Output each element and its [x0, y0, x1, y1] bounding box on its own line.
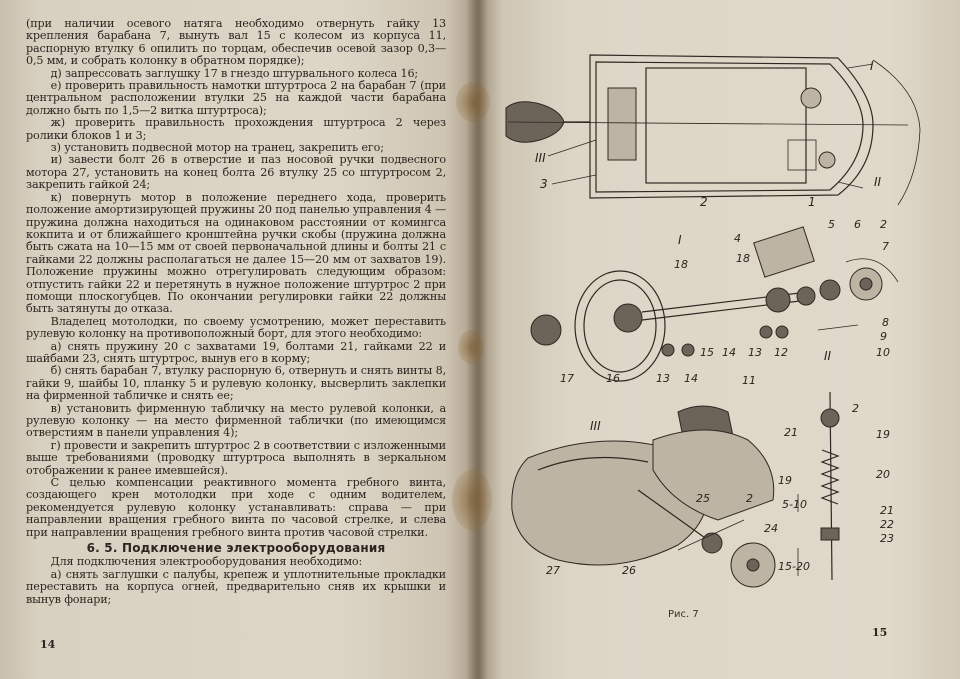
figure-label: 9 — [880, 330, 887, 343]
figure-label: 7 — [882, 240, 889, 253]
spring-assembly-view — [798, 392, 839, 580]
paragraph: з) установить подвесной мотор на транец, закрепить его; — [50, 141, 384, 155]
figure-label: 18 — [736, 252, 750, 265]
paragraph: а) снять пружину 20 с захватами 19, болтами 21, гайками 22 и шайбами 23, снять штуртрос, вынув его в корму; — [26, 339, 446, 365]
motor-handle-view — [512, 406, 775, 587]
figure-label: 25 — [696, 492, 710, 505]
figure-label: 22 — [880, 518, 894, 531]
figure-label: 26 — [622, 564, 636, 577]
boat-plan-view — [506, 55, 920, 205]
figure-label: 19 — [778, 474, 792, 487]
figure-label: I — [678, 233, 682, 247]
figure-label: 24 — [764, 522, 778, 535]
technical-drawing — [478, 0, 960, 600]
figure-label: 5-10 — [782, 498, 807, 511]
figure-label: 15 — [700, 346, 714, 359]
figure-label: 2 — [700, 195, 708, 209]
page-number-right: 15 — [872, 626, 888, 639]
figure-label: II — [874, 175, 882, 189]
figure-label: I — [870, 59, 874, 73]
paragraph: д) запрессовать заглушку 17 в гнездо штурвального колеса 16; — [50, 66, 419, 80]
figure-label: 27 — [546, 564, 560, 577]
figure-label: 2 — [880, 218, 887, 231]
figure-label: 21 — [880, 504, 894, 517]
paragraph: г) провести и закрепить штуртрос 2 в соответствии с изложенными выше требованиями (проводку штуртроса выполнять в зеркальном отображении к ранее имевшейся). — [26, 438, 446, 477]
figure-label: III — [535, 151, 546, 165]
paragraph: а) снять заглушки с палубы, крепеж и уплотнительные прокладки переставить на корпуса огней, предварительно сняв их крышки и вынув фонари; — [26, 567, 446, 606]
figure-label: II — [824, 349, 832, 363]
figure-label: III — [590, 419, 601, 433]
figure-label: 5 — [828, 218, 835, 231]
steering-column-view — [531, 227, 898, 381]
figure-label: 20 — [876, 468, 890, 481]
paragraph: С целью компенсации реактивного момента гребного винта, создающего крен мотолодки при ходе с одним водителем, рекомендуется рулевую колонку устанавливать: справа — при направлении вращения гребного винта по часовой стрелке, и слева при направлении вращения гребного винта против часовой стрелки. — [26, 476, 446, 539]
figure-label: 1 — [808, 195, 816, 209]
left-page-text — [26, 18, 446, 606]
section-heading: 6. 5. Подключение электрооборудования — [86, 541, 386, 556]
paragraph: б) снять барабан 7, втулку распорную 6, отвернуть и снять винты 8, гайки 9, шайбы 10, планку 5 и рулевую колонку, высверлить заклепки на фирменной табличке и снять ее; — [26, 364, 446, 403]
figure-label: 18 — [674, 258, 688, 271]
figure-label: 2 — [746, 492, 753, 505]
figure-label: 2 — [852, 402, 859, 415]
left-page — [0, 0, 478, 679]
figure-label: 14 — [722, 346, 736, 359]
figure-caption: Рис. 7 — [668, 609, 699, 620]
figure-label: 11 — [742, 374, 756, 387]
figure-label: 8 — [882, 316, 889, 329]
paragraph: ж) проверить правильность прохождения штуртроса 2 через ролики блоков 1 и 3; — [26, 116, 446, 142]
figure-label: 15-20 — [778, 560, 810, 573]
figure-label: 3 — [540, 177, 548, 191]
figure-label: 4 — [734, 232, 741, 245]
figure-label: 17 — [560, 372, 574, 385]
paragraph: Владелец мотолодки, по своему усмотрению, может переставить рулевую колонку на противоположный борт, для этого необходимо: — [26, 314, 446, 341]
figure-label: 10 — [876, 346, 890, 359]
figure-label: 12 — [774, 346, 788, 359]
figure-label: 21 — [784, 426, 798, 439]
paragraph: и) завести болт 26 в отверстие и паз носовой ручки подвесного мотора 27, установить на конец болта 26 втулку 25 со штуртросом 2, закрепить гайкой 24; — [26, 153, 446, 192]
figure-label: 6 — [854, 218, 861, 231]
paragraph: к) повернуть мотор в положение переднего хода, проверить положение амортизирующей пружины 20 под панелью управления 4 — пружина должна находиться на одинаковом расстоянии от комингса кокпита и от ближайшего кронштейна ручки скобы (пружина должна быть сжата на 10—15 мм от своей первоначальной длины и болты 21 с гайками 22 должны располагаться не далее 15—20 мм от захватов 19). Положение пружины можно отрегулировать следующим образом: отпустить гайки 22 и перетянуть в нужное положение штуртрос 2 при помощи плоскогубцев. По окончании регулировки гайки 22 должны быть затянуты до отказа. — [26, 190, 447, 316]
paragraph: е) проверить правильность намотки штуртроса 2 на барабан 7 (при центральном расположении втулки 25 на каждой части барабана должно быть по 1,5—2 витка штуртроса); — [26, 79, 446, 117]
figure-label: 23 — [880, 532, 894, 545]
paragraph: Для подключения электрооборудования необходимо: — [50, 555, 363, 569]
paragraph: (при наличии осевого натяга необходимо отвернуть гайку 13 крепления барабана 7, вынуть вал 15 с колесом из корпуса 11, распорную втулку 6 опилить по торцам, обеспечив осевой зазор 0,3—0,5 мм, и собрать колонку в обратном порядке); — [26, 17, 446, 68]
paragraph: в) установить фирменную табличку на место рулевой колонки, а рулевую колонку — на место фирменной таблички (по имеющимся отверстиям в панели управления 4); — [26, 401, 446, 440]
figure-7 — [478, 0, 960, 600]
figure-label: 13 — [748, 346, 762, 359]
figure-label: 16 — [606, 372, 620, 385]
figure-label: 14 — [684, 372, 698, 385]
figure-label: 13 — [656, 372, 670, 385]
page-number-left: 14 — [40, 638, 56, 651]
figure-label: 19 — [876, 428, 890, 441]
